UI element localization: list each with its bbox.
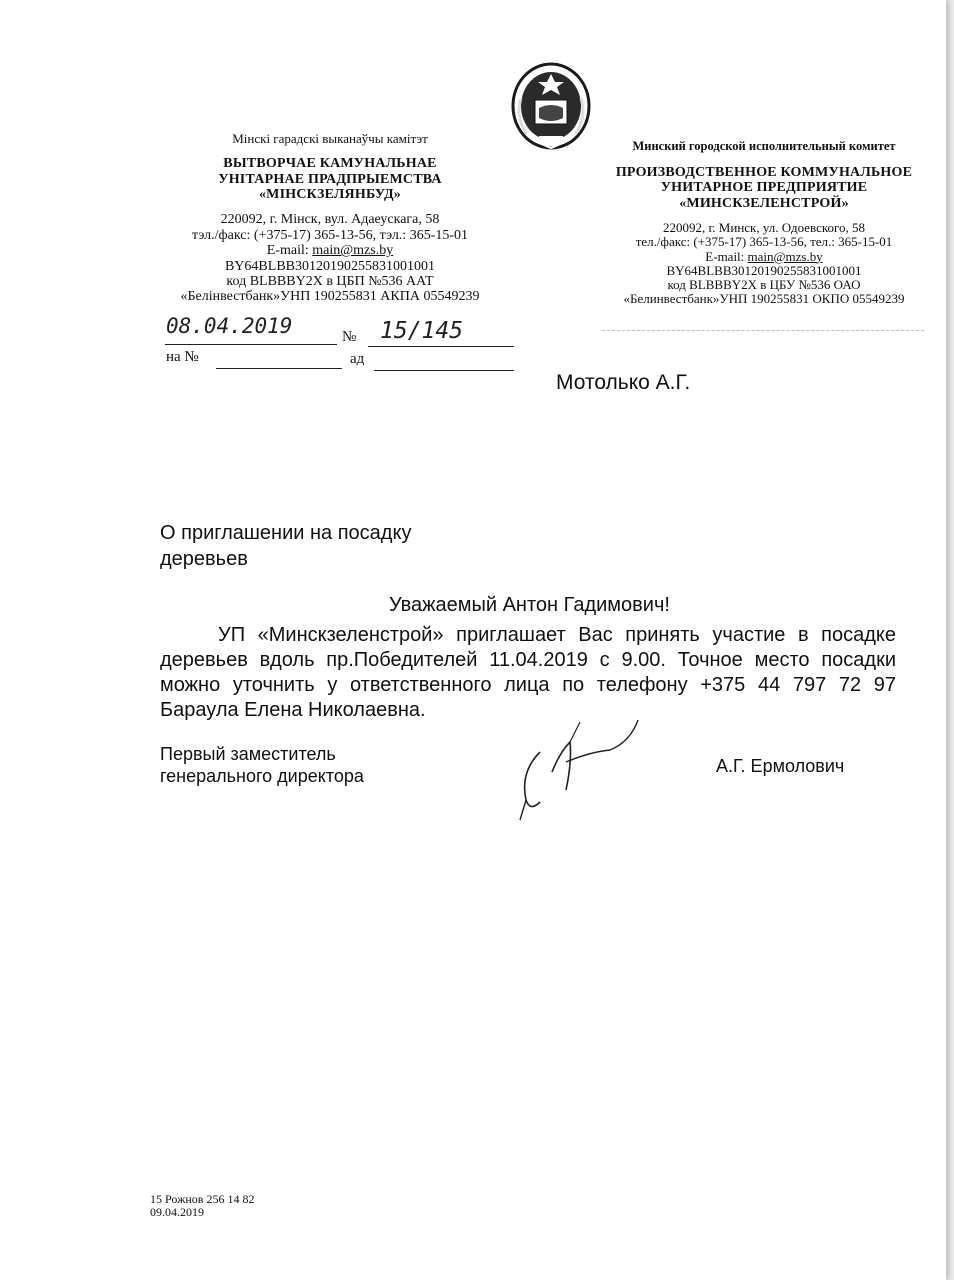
recipient-name: Мотолько А.Г. — [556, 371, 691, 394]
reply-number-line — [216, 368, 342, 369]
org-name-line1: ВЫТВОРЧАЕ КАМУНАЛЬНАЕ — [223, 156, 437, 172]
number-label: № — [342, 329, 357, 345]
letter-subject — [160, 520, 411, 572]
outgoing-date: 08.04.2019 — [166, 314, 293, 338]
email-link[interactable]: main@mzs.by — [747, 248, 823, 264]
executor-date: 09.04.2019 — [150, 1205, 204, 1220]
subject-line2: деревьев — [160, 548, 248, 570]
footer-executor — [150, 1193, 254, 1219]
state-emblem-icon — [509, 60, 593, 152]
number-underline — [368, 346, 514, 347]
header-right — [600, 140, 928, 307]
signatory-name: А.Г. Ермолович — [716, 756, 845, 776]
org-phone: тэл./факс: (+375-17) 365-13-56, тэл.: 365-15-01 — [191, 227, 469, 243]
email-label: E-mail: — [266, 243, 313, 259]
org-name-line3: «МИНСКЗЕЛЕНСТРОЙ» — [679, 195, 849, 211]
org-bank-code: код BLBBBY2X в ЦБУ №536 ОАО — [667, 277, 861, 293]
org-bank-code: код BLBBBY2X в ЦБП №536 ААТ — [226, 274, 434, 290]
email-label: E-mail: — [705, 248, 748, 264]
outgoing-number: 15/145 — [380, 318, 464, 344]
org-email-row — [600, 250, 928, 264]
date-underline — [165, 344, 337, 345]
org-name-line2: УНИТАРНОЕ ПРЕДПРИЯТИЕ — [660, 180, 868, 196]
header-left — [170, 132, 490, 305]
org-account: BY64BLBB30120190255831001001 — [666, 262, 862, 278]
org-name-line2: УНІТАРНАЕ ПРАДПРЫЕМСТВА — [218, 171, 442, 187]
letter-body: УП «Минскзеленстрой» приглашает Вас принять участие в посадке деревьев вдоль пр.Победителей 11.04.2019 с 9.00. Точное место посадки можно уточнить у ответственного лица по телефону +375 44 797 72 97 Бараула Елена Николаевна. — [160, 624, 896, 721]
org-bank-ids: «Белінвестбанк»УНП 190255831 АКПА 05549239 — [180, 289, 480, 305]
position-line1: Первый заместитель — [160, 744, 336, 764]
org-address: 220092, г. Минск, ул. Одоевского, 58 — [662, 219, 866, 235]
org-email-row — [170, 243, 490, 258]
signatory-position — [160, 744, 364, 787]
org-name-line3: «МІНСКЗЕЛЯНБУД» — [258, 187, 402, 203]
subject-line1: О приглашении на посадку — [160, 522, 412, 544]
email-link[interactable]: main@mzs.by — [312, 243, 394, 259]
org-account: BY64BLBB30120190255831001001 — [224, 258, 435, 274]
org-phone: тел./факс: (+375-17) 365-13-56, тел.: 365-15-01 — [635, 234, 893, 250]
position-line2: генерального директора — [160, 765, 364, 786]
greeting: Уважаемый Антон Гадимович! — [389, 594, 670, 616]
reply-from-label: ад — [350, 351, 365, 367]
org-address: 220092, г. Мінск, вул. Адаеускага, 58 — [220, 212, 440, 228]
header-divider — [602, 330, 924, 331]
authority-name-by: Мінскі гарадскі выканаўчы камітэт — [232, 131, 428, 146]
handwritten-signature-icon — [510, 712, 650, 822]
reply-label: на № — [166, 349, 199, 365]
executor-info: 15 Рожнов 256 14 82 — [150, 1192, 255, 1206]
reply-date-line — [374, 370, 514, 371]
org-bank-ids: «Белинвестбанк»УНП 190255831 ОКПО 05549239 — [623, 291, 905, 307]
org-name-line1: ПРОИЗВОДСТВЕННОЕ КОММУНАЛЬНОЕ — [615, 164, 913, 180]
authority-name-ru: Минский городской исполнительный комитет — [632, 139, 896, 153]
